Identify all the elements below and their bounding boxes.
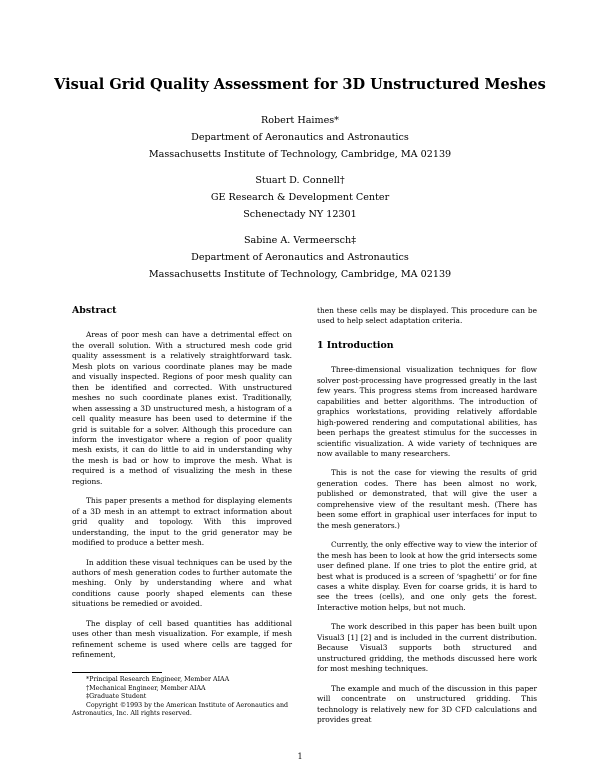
abstract-heading: Abstract (72, 305, 117, 316)
body-paragraph: Three-dimensional visualization techniques for flow solver post-processing have progressed greatly in the last few years. This progress stems from increased hardware capabilities and better algorithms. The introduction of graphics workstations, providing relatively affordable high-powered rendering and computational abilities, has been perhaps the greatest stimulus for the successes in scientific visualization. A wide variety of techniques are now available to many researchers. (317, 365, 537, 458)
author-name: Robert Haimes* (261, 115, 339, 126)
author-affiliation-line: Massachusetts Institute of Technology, Cambridge, MA 02139 (148, 269, 452, 280)
body-paragraph: The example and much of the discussion in this paper will concentrate on unstructured gridding. This technology is relatively new for 3D CFD calculations and provides great (317, 683, 537, 724)
author-block-1 (0, 112, 600, 163)
footnotes (72, 672, 292, 719)
section-heading-introduction: 1 Introduction (317, 339, 394, 351)
author-affiliation-line: Department of Aeronautics and Astronautics (191, 132, 409, 143)
body-paragraph: Currently, the only effective way to view the interior of the mesh has been to look at how the grid intersects some user defined plane. If one tries to plot the entire grid, at best what is produced is a screen of ‘spaghetti’ or for fine cases a white display. Even for coarse grids, it is hard to see the trees (cells), and one only gets the forest. Interactive motion helps, but not much. (317, 540, 537, 612)
continued-paragraph: then these cells may be displayed. This procedure can be used to help select adaptation criteria. (317, 306, 537, 326)
body-paragraph: The work described in this paper has been built upon Visual3 [1] [2] and is included in the current distribution. Because Visual3 supports both structured and unstructured gridding, the methods discussed here work for most meshing techniques. (317, 622, 537, 674)
copyright-notice: Copyright ©1993 by the American Institute of Aeronautics and Astronautics, Inc. All rights reserved. (72, 701, 289, 718)
author-block-2 (0, 172, 600, 223)
abstract-paragraph: The display of cell based quantities has additional uses other than mesh visualization. For example, if mesh refinement scheme is used where cells are tagged for refinement, (72, 618, 292, 660)
author-name: Sabine A. Vermeersch‡ (243, 235, 357, 246)
footnote: *Principal Research Engineer, Member AIAA (86, 676, 230, 683)
page-number: 1 (297, 752, 303, 761)
abstract-paragraph: In addition these visual techniques can be used by the authors of mesh generation codes to further automate the meshing. Only by understanding where and what conditions cause poorly shaped elements can these situations be remedied or avoided. (72, 557, 292, 609)
paper-title: Visual Grid Quality Assessment for 3D Unstructured Meshes (54, 76, 546, 93)
body-paragraph: This is not the case for viewing the results of grid generation codes. There has been almost no work, published or demonstrated, that will give the user a comprehensive view of the resultant mesh. (There has been some effort in graphical user interfaces for input to the mesh generators.) (317, 468, 537, 530)
author-affiliation-line: Department of Aeronautics and Astronautics (191, 252, 409, 263)
author-affiliation-line: Schenectady NY 12301 (243, 209, 357, 220)
right-column (317, 306, 537, 734)
author-block-3 (0, 232, 600, 283)
footnote-rule (72, 672, 162, 673)
author-name: Stuart D. Connell† (255, 175, 345, 186)
author-affiliation-line: GE Research & Development Center (210, 192, 390, 203)
footnote: †Mechanical Engineer, Member AIAA (86, 684, 206, 692)
author-affiliation-line: Massachusetts Institute of Technology, Cambridge, MA 02139 (148, 149, 452, 160)
footnote: ‡Graduate Student (86, 693, 147, 701)
abstract-paragraph: Areas of poor mesh can have a detrimental effect on the overall solution. With a structured mesh code grid quality assessment is a relatively straightforward task. Mesh plots on various coordinate planes may be made and visually inspected. Regions of poor mesh quality can then be identified and corrected. With unstructured meshes no such coordinate planes exist. Traditionally, when assessing a 3D unstructured mesh, a histogram of a cell quality measure has been used to determine if the grid is suitable for a solver. Although this procedure can inform the investigator where a region of poor quality mesh exists, it can do little to aid in understanding why the mesh is bad or how to improve the mesh. What is required is a method of visualizing the mesh in these regions. (72, 330, 292, 486)
abstract-paragraph: This paper presents a method for displaying elements of a 3D mesh in an attempt to extract information about grid quality and topology. With this improved understanding, the input to the grid generator may be modified to produce a better mesh. (72, 496, 292, 548)
left-column (72, 306, 292, 670)
